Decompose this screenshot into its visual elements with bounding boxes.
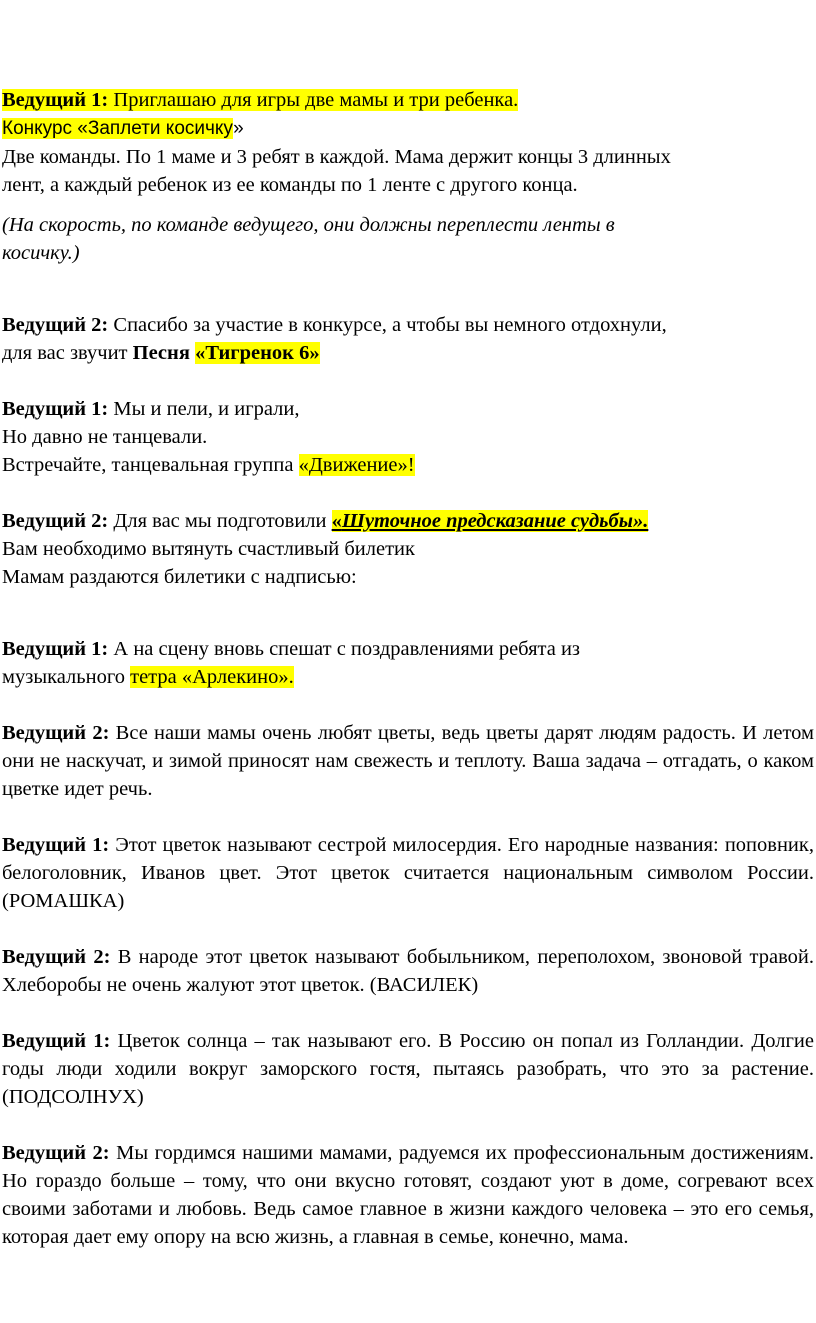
paragraph-contest-title [2, 114, 814, 143]
note-line-2: косичку.) [2, 242, 80, 264]
prediction-title-quote: « [331, 510, 342, 532]
speaker-label: Ведущий 2: [2, 1142, 110, 1164]
contest-title: Конкурс «Заплети косичку [2, 118, 234, 139]
riddle-sunflower-text: Цветок солнца – так называют его. В Россию он попал из Голландии. Долгие годы люди ходили вокруг заморского гостя, пытаясь разобрать, что это за растение. (ПОДСОЛНУХ) [2, 1030, 814, 1108]
paragraph-prediction [2, 507, 814, 591]
paragraph-riddle-chamomile [2, 831, 814, 915]
invitation-highlight [2, 89, 518, 111]
paragraph-riddle-sunflower [2, 1027, 814, 1111]
paragraph-riddle-cornflower [2, 943, 814, 999]
harlequin-line-1: А на сцену вновь спешат с поздравлениями ребята из [108, 638, 581, 660]
paragraph-contest-rules [2, 143, 814, 199]
riddle-chamomile-text: Этот цветок называют сестрой милосердия. Его народные названия: поповник, белоголовник, Иванов цвет. Этот цветок считается национальным символом России. (РОМАШКА) [2, 834, 814, 912]
song-line-1: Спасибо за участие в конкурсе, а чтобы вы немного отдохнули, [108, 314, 667, 336]
speaker-label: Ведущий 2: [2, 510, 109, 532]
speaker-label: Ведущий 1: [2, 1030, 111, 1052]
speaker-label: Ведущий 1: [2, 834, 110, 856]
prediction-title: Шуточное предсказание судьбы». [341, 510, 649, 532]
rules-line-2: лент, а каждый ребенок из ее команды по 1 ленте с другого конца. [2, 174, 578, 196]
speaker-label: Ведущий 2: [2, 946, 111, 968]
rules-line-1: Две команды. По 1 маме и 3 ребят в каждой. Мама держит концы 3 длинных [2, 146, 671, 168]
paragraph-dance [2, 395, 814, 479]
speaker-label: Ведущий 1: [2, 638, 109, 660]
speaker-label: Ведущий 1: [2, 89, 109, 111]
prediction-line-3: Мамам раздаются билетики с надписью: [2, 566, 357, 588]
song-title: «Тигренок 6» [195, 342, 320, 364]
invitation-text: Приглашаю для игры две мамы и три ребенка. [108, 89, 519, 111]
paragraph-mothers-tribute [2, 1139, 814, 1251]
harlequin-studio: тетра «Арлекино». [130, 666, 294, 688]
harlequin-line-2: музыкального [2, 666, 131, 688]
flowers-intro-text: Все наши мамы очень любят цветы, ведь цветы дарят людям радость. И летом они не наскучат, и зимой приносят нам свежесть и теплоту. Ваша задача – отгадать, о каком цветке идет речь. [2, 722, 814, 800]
paragraph-contest-note [2, 211, 814, 267]
speaker-label: Ведущий 1: [2, 398, 109, 420]
song-line-2: для вас звучит [2, 342, 133, 364]
speaker-label: Ведущий 2: [2, 722, 110, 744]
paragraph-invitation [2, 86, 814, 114]
dance-line-3: Встречайте, танцевальная группа [2, 454, 299, 476]
mothers-tribute-text: Мы гордимся нашими мамами, радуемся их профессиональным достижениям. Но гораздо больше – тому, что они вкусно готовят, создают уют в доме, согревают всех своими заботами и любовь. Ведь самое главное в жизни каждого человека – это его семья, которая дает ему опору на всю жизнь, а главная в семье, конечно, мама. [2, 1142, 814, 1248]
dance-group-name: «Движение»! [298, 454, 415, 476]
paragraph-song [2, 311, 814, 367]
paragraph-harlequin [2, 635, 814, 691]
note-line-1: (На скорость, по команде ведущего, они должны переплести ленты в [2, 214, 615, 236]
contest-close-quote: » [233, 118, 244, 139]
dance-line-1: Мы и пели, и играли, [108, 398, 300, 420]
prediction-line-2: Вам необходимо вытянуть счастливый билетик [2, 538, 415, 560]
speaker-label: Ведущий 2: [2, 314, 109, 336]
paragraph-flowers-intro [2, 719, 814, 803]
song-label: Песня [132, 342, 190, 364]
dance-line-2: Но давно не танцевали. [2, 426, 208, 448]
prediction-line-1: Для вас мы подготовили [108, 510, 332, 532]
riddle-cornflower-text: В народе этот цветок называют бобыльником, переполохом, звоновой травой. Хлеборобы не очень жалуют этот цветок. (ВАСИЛЕК) [2, 946, 814, 996]
